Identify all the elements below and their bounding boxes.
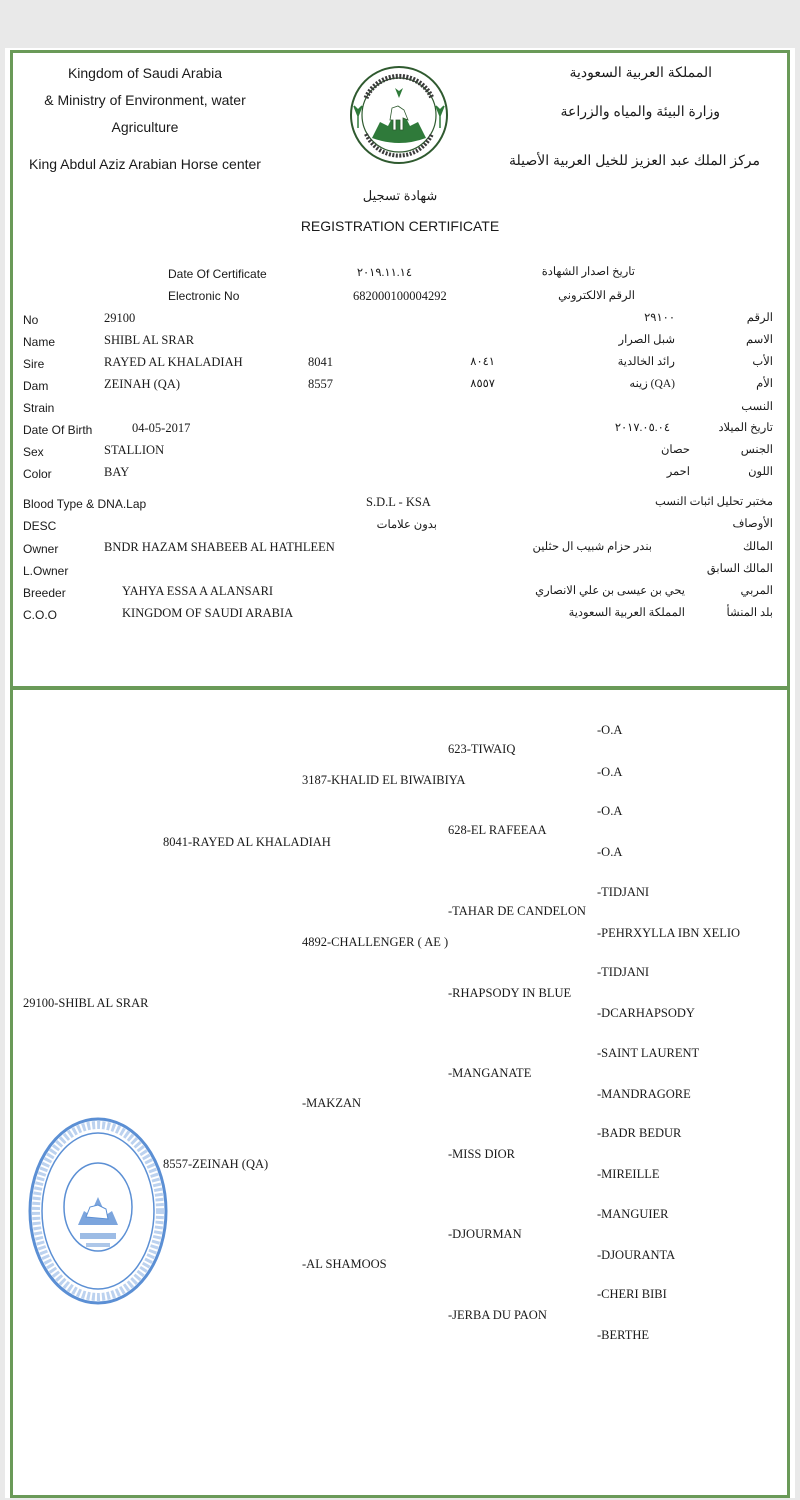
dob-label: Date Of Birth	[23, 423, 93, 437]
pedigree-gen4-10: -MANDRAGORE	[597, 1087, 691, 1101]
center-stamp-icon	[26, 1115, 170, 1312]
pedigree-gen4-7: -TIDJANI	[597, 965, 650, 979]
owner-label-ar: المالك	[742, 541, 773, 553]
electronic-no-label: Electronic No	[168, 289, 240, 303]
pedigree-gen4-2: -O.A	[597, 765, 623, 779]
pedigree-gen4-9: -SAINT LAURENT	[597, 1046, 700, 1060]
pedigree-gen4-14: -DJOURANTA	[597, 1248, 676, 1262]
coo-label-ar: بلد المنشأ	[726, 607, 773, 619]
date-value: ٢٠١٩.١١.١٤	[356, 267, 412, 279]
pedigree-gen4-8: -DCARHAPSODY	[597, 1006, 695, 1020]
pedigree-gen4-6: -PEHRXYLLA IBN XELIO	[597, 926, 741, 940]
pedigree-gen2-2: 4892-CHALLENGER ( AE )	[302, 935, 449, 949]
pedigree-gen4-4: -O.A	[597, 845, 623, 859]
color-label: Color	[23, 467, 52, 481]
page-title: REGISTRATION CERTIFICATE	[300, 218, 500, 234]
pedigree-dam: 8557-ZEINAH (QA)	[163, 1157, 269, 1171]
breeder-label-ar: المربي	[740, 585, 773, 597]
lowner-label-ar: المالك السابق	[706, 563, 773, 575]
sire-value: RAYED AL KHALADIAH	[104, 355, 243, 369]
pedigree-gen3-1: 623-TIWAIQ	[448, 742, 516, 756]
sex-label: Sex	[23, 445, 44, 459]
dam-number: 8557	[308, 377, 333, 391]
header-en-line4: King Abdul Aziz Arabian Horse center	[29, 156, 261, 172]
pedigree-gen3-7: -DJOURMAN	[448, 1227, 522, 1241]
desc-value-ar: بدون علامات	[376, 519, 437, 531]
dob-label-ar: تاريخ الميلاد	[718, 422, 773, 434]
ministry-emblem-icon	[348, 58, 450, 181]
no-label-ar: الرقم	[746, 312, 773, 324]
dam-value-ar: (QA) زينه	[629, 378, 675, 390]
sire-label-ar: الأب	[752, 356, 773, 368]
no-label: No	[23, 313, 39, 327]
pedigree-gen4-12: -MIREILLE	[597, 1167, 660, 1181]
electronic-no-label-ar: الرقم الالكتروني	[558, 290, 635, 302]
dob-value: 04-05-2017	[132, 421, 191, 435]
dam-number-ar: ٨٥٥٧	[470, 378, 495, 390]
color-value-ar: احمر	[666, 466, 690, 478]
coo-value-ar: المملكة العربية السعودية	[568, 607, 685, 619]
pedigree-gen4-3: -O.A	[597, 804, 623, 818]
dob-value-ar: ٢٠١٧.٠٥.٠٤	[614, 422, 670, 434]
name-label: Name	[23, 335, 56, 349]
color-value: BAY	[104, 465, 130, 479]
sire-number: 8041	[308, 355, 333, 369]
dam-value: ZEINAH (QA)	[104, 377, 181, 391]
pedigree-gen2-3: -MAKZAN	[302, 1096, 362, 1110]
pedigree-gen2-4: -AL SHAMOOS	[302, 1257, 387, 1271]
date-label-ar: تاريخ اصدار الشهادة	[541, 266, 635, 278]
desc-label-ar: الأوصاف	[732, 518, 773, 530]
strain-label: Strain	[23, 401, 55, 415]
name-value: SHIBL AL SRAR	[104, 333, 195, 347]
blood-type-label: Blood Type & DNA.Lap	[23, 497, 147, 511]
pedigree-gen3-3: -TAHAR DE CANDELON	[448, 904, 586, 918]
name-label-ar: الاسم	[745, 334, 773, 346]
sex-value-ar: حصان	[660, 444, 690, 456]
color-label-ar: اللون	[748, 466, 773, 478]
dam-label-ar: الأم	[756, 378, 773, 390]
pedigree-gen3-6: -MISS DIOR	[448, 1147, 516, 1161]
sex-value: STALLION	[104, 443, 165, 457]
breeder-value: YAHYA ESSA A ALANSARI	[122, 584, 274, 598]
electronic-no-value: 682000100004292	[353, 289, 447, 303]
sire-label: Sire	[23, 357, 45, 371]
owner-value: BNDR HAZAM SHABEEB AL HATHLEEN	[104, 540, 335, 554]
desc-label: DESC	[23, 519, 57, 533]
breeder-label: Breeder	[23, 586, 66, 600]
header-ar-line1: المملكة العربية السعودية	[569, 64, 712, 80]
lowner-label: L.Owner	[23, 564, 69, 578]
breeder-value-ar: يحي بن عيسى بن علي الانصاري	[535, 585, 685, 597]
pedigree-gen4-1: -O.A	[597, 723, 623, 737]
pedigree-gen3-5: -MANGANATE	[448, 1066, 532, 1080]
pedigree-sire: 8041-RAYED AL KHALADIAH	[163, 835, 331, 849]
dam-label: Dam	[23, 379, 49, 393]
coo-value: KINGDOM OF SAUDI ARABIA	[122, 606, 294, 620]
title-arabic: شهادة تسجيل	[362, 188, 438, 203]
pedigree-gen4-5: -TIDJANI	[597, 885, 650, 899]
pedigree-gen4-13: -MANGUIER	[597, 1207, 669, 1221]
header-en-line2: & Ministry of Environment, water	[44, 92, 246, 108]
pedigree-gen4-11: -BADR BEDUR	[597, 1126, 682, 1140]
pedigree-gen3-4: -RHAPSODY IN BLUE	[448, 986, 572, 1000]
pedigree-subject: 29100-SHIBL AL SRAR	[23, 996, 149, 1010]
strain-label-ar: النسب	[741, 401, 773, 413]
sire-value-ar: رائد الخالدية	[617, 356, 675, 368]
sire-number-ar: ٨٠٤١	[470, 356, 495, 368]
date-label: Date Of Certificate	[168, 267, 267, 281]
no-value-ar: ٢٩١٠٠	[644, 312, 675, 324]
pedigree-gen4-16: -BERTHE	[597, 1328, 650, 1342]
blood-type-value: S.D.L - KSA	[366, 495, 431, 509]
blood-type-label-ar: مختبر تحليل اثبات النسب	[654, 496, 773, 508]
coo-label: C.O.O	[23, 608, 58, 622]
no-value: 29100	[104, 311, 136, 325]
header-en-line1: Kingdom of Saudi Arabia	[67, 65, 223, 81]
owner-label: Owner	[23, 542, 59, 556]
pedigree-gen2-1: 3187-KHALID EL BIWAIBIYA	[302, 773, 466, 787]
sex-label-ar: الجنس	[740, 444, 773, 456]
header-ar-line3: مركز الملك عبد العزيز للخيل العربية الأصيلة	[509, 152, 760, 168]
pedigree-gen3-2: 628-EL RAFEEAA	[448, 823, 547, 837]
name-value-ar: شبل الصرار	[618, 334, 675, 346]
pedigree-gen3-8: -JERBA DU PAON	[448, 1308, 547, 1322]
owner-value-ar: بندر حزام شبيب ال حثلين	[532, 541, 652, 553]
pedigree-gen4-15: -CHERI BIBI	[597, 1287, 667, 1301]
header-en-line3: Agriculture	[111, 119, 179, 135]
header-ar-line2: وزارة البيئة والمياه والزراعة	[560, 103, 720, 119]
